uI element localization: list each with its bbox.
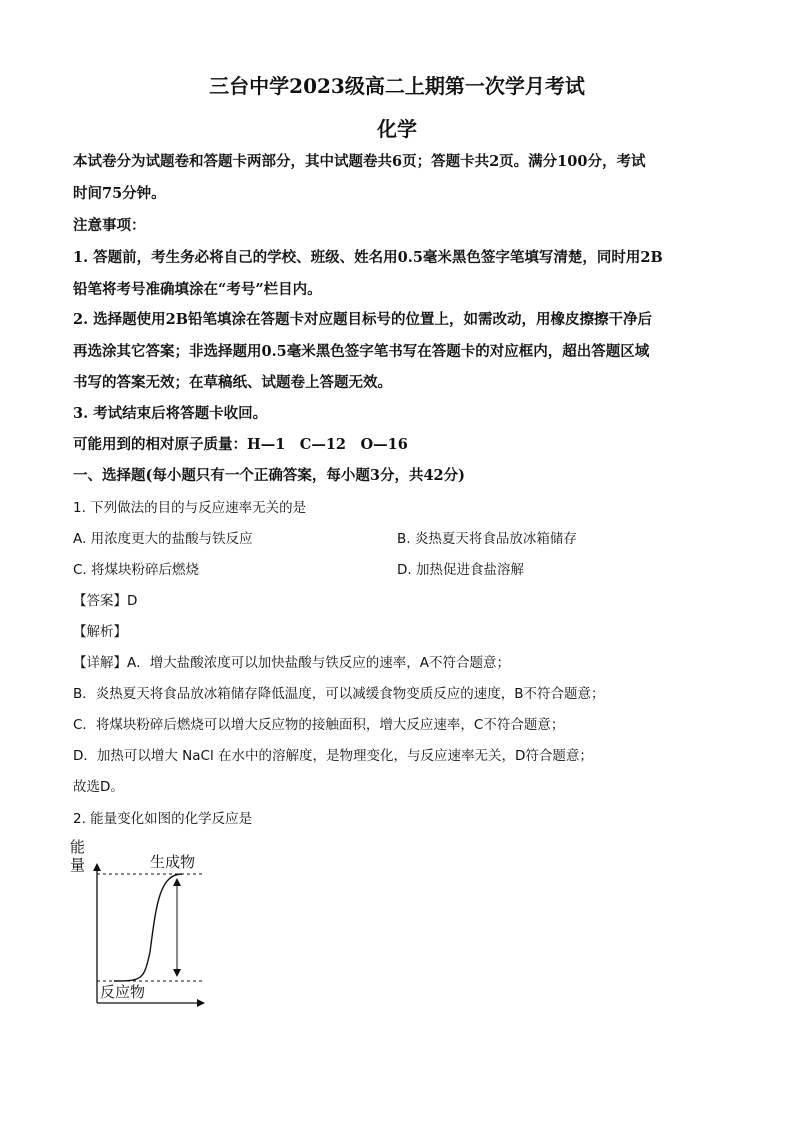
note-line-3: 2. 选择题使用2B铅笔填涂在答题卡对应题目标号的位置上，如需改动，用橡皮擦擦干净后: [73, 311, 653, 328]
intro-line-2: 时间75分钟。: [73, 185, 166, 202]
subject-title: 化学: [377, 117, 417, 141]
note-line-2: 铅笔将考号准确填涂在“考号”栏目内。: [73, 281, 322, 298]
detail-text-a: A．增大盐酸浓度可以加快盐酸与铁反应的速率，A不符合题意；: [127, 655, 510, 671]
answer-tag: 【答案】: [73, 593, 127, 609]
energy-diagram: [64, 832, 224, 1017]
axis-label-energy-2: 量: [70, 856, 86, 874]
section-heading: 一、选择题(每小题只有一个正确答案，每小题3分，共42分): [73, 467, 465, 484]
answer-value: D: [127, 593, 138, 609]
product-label: 生成物: [150, 853, 196, 871]
q1-option-d: D. 加热促进食盐溶解: [397, 562, 524, 578]
analysis-tag: 【解析】: [73, 624, 127, 640]
energy-curve: [114, 874, 182, 981]
exam-title: 三台中学2023级高二上期第一次学月考试: [209, 74, 585, 98]
note-line-5: 书写的答案无效；在草稿纸、试题卷上答题无效。: [73, 374, 392, 391]
detail-line-c: C．将煤块粉碎后燃烧可以增大反应物的接触面积，增大反应速率，C不符合题意；: [73, 717, 565, 733]
reactant-label: 反应物: [100, 983, 146, 1001]
notes-heading: 注意事项：: [73, 217, 146, 234]
axis-label-energy-1: 能: [70, 838, 86, 856]
detail-line-1: [73, 651, 510, 671]
intro-line-1: 本试卷分为试题卷和答题卡两部分，其中试题卷共6页；答题卡共2页。满分100分，考试: [73, 153, 646, 170]
q2-stem: 2. 能量变化如图的化学反应是: [73, 811, 253, 827]
note-line-1: 1. 答题前，考生务必将自己的学校、班级、姓名用0.5毫米黑色签字笔填写清楚，同时用2B: [73, 249, 663, 266]
atomic-mass-line: 可能用到的相对原子质量：H—1 C—12 O—16: [73, 436, 408, 453]
q1-stem: 1. 下列做法的目的与反应速率无关的是: [73, 500, 307, 516]
detail-line-b: B．炎热夏天将食品放冰箱储存降低温度，可以减缓食物变质反应的速度，B不符合题意；: [73, 686, 605, 702]
detail-conclusion: 故选D。: [73, 779, 124, 795]
q1-option-a: A. 用浓度更大的盐酸与铁反应: [73, 531, 253, 547]
q1-option-b: B. 炎热夏天将食品放冰箱储存: [397, 531, 577, 547]
note-line-4: 再选涂其它答案；非选择题用0.5毫米黑色签字笔书写在答题卡的对应框内，超出答题区域: [73, 343, 650, 360]
q1-answer-row: [73, 589, 137, 609]
note-line-6: 3. 考试结束后将答题卡收回。: [73, 405, 268, 422]
q1-option-c: C. 将煤块粉碎后燃烧: [73, 562, 200, 578]
detail-line-d: D．加热可以增大 NaCl 在水中的溶解度，是物理变化，与反应速率无关，D符合题意；: [73, 748, 593, 764]
detail-tag: 【详解】: [73, 655, 127, 671]
